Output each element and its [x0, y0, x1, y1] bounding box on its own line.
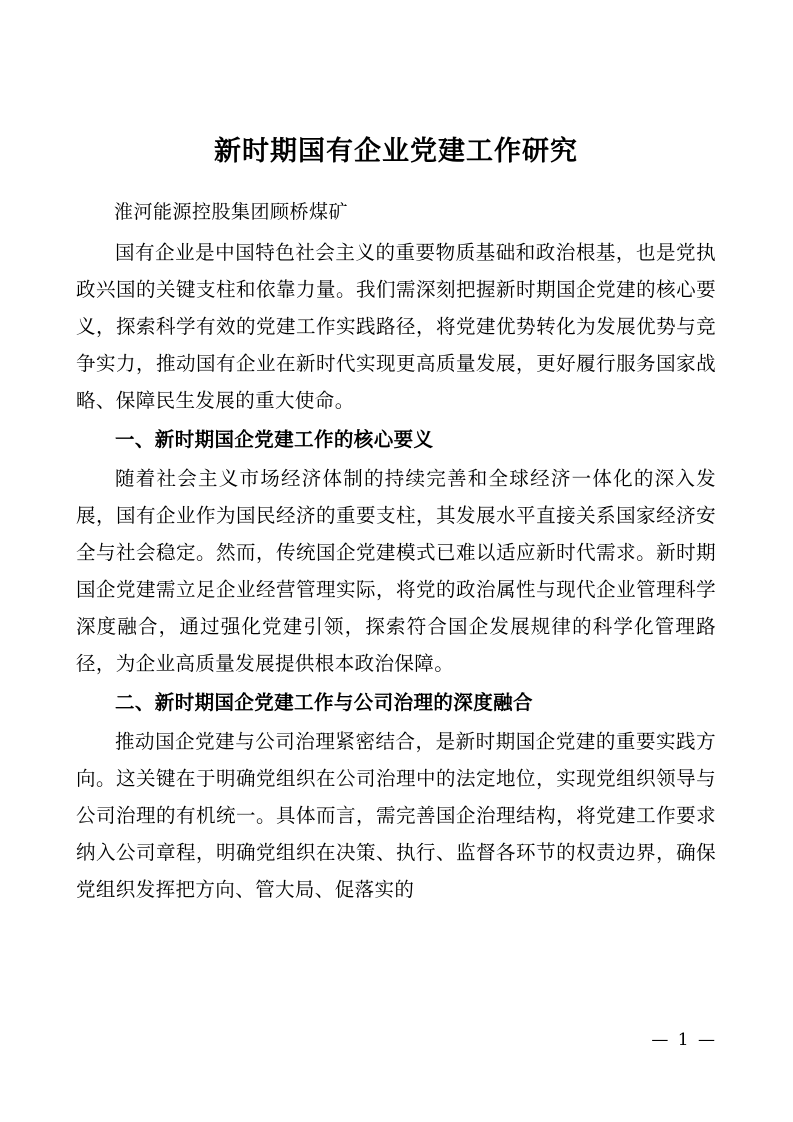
- paragraph-section-1: 随着社会主义市场经济体制的持续完善和全球经济一体化的深入发展，国有企业作为国民经济的重要支柱，其发展水平直接关系国家经济安全与社会稳定。然而，传统国企党建模式已难以适应新时代需求。新时期国企党建需立足企业经营管理实际，将党的政治属性与现代企业管理科学深度融合，通过强化党建引领，探索符合国企发展规律的科学化管理路径，为企业高质量发展提供根本政治保障。: [76, 467, 716, 675]
- document-body: [76, 132, 716, 910]
- page-title: 新时期国有企业党建工作研究: [214, 136, 578, 167]
- paragraph-intro: 国有企业是中国特色社会主义的重要物质基础和政治根基，也是党执政兴国的关键支柱和依靠力量。我们需深刻把握新时期国企党建的核心要义，探索科学有效的党建工作实践路径，将党建优势转化为发展优势与竞争实力，推动国有企业在新时代实现更高质量发展，更好履行服务国家战略、保障民生发展的重大使命。: [76, 241, 716, 412]
- page-number: — 1 —: [651, 1030, 717, 1050]
- paragraph-section-2: 推动国企党建与公司治理紧密结合，是新时期国企党建的重要实践方向。这关键在于明确党组织在公司治理中的法定地位，实现党组织领导与公司治理的有机统一。具体而言，需完善国企治理结构，将党建工作要求纳入公司章程，明确党组织在决策、执行、监督各环节的权责边界，确保党组织发挥把方向、管大局、促落实的: [76, 730, 716, 901]
- section-heading-1: 一、新时期国企党建工作的核心要义: [115, 428, 434, 451]
- section-heading-2: 二、新时期国企党建工作与公司治理的深度融合: [115, 691, 533, 714]
- author-affiliation: 淮河能源控股集团顾桥煤矿: [114, 201, 349, 223]
